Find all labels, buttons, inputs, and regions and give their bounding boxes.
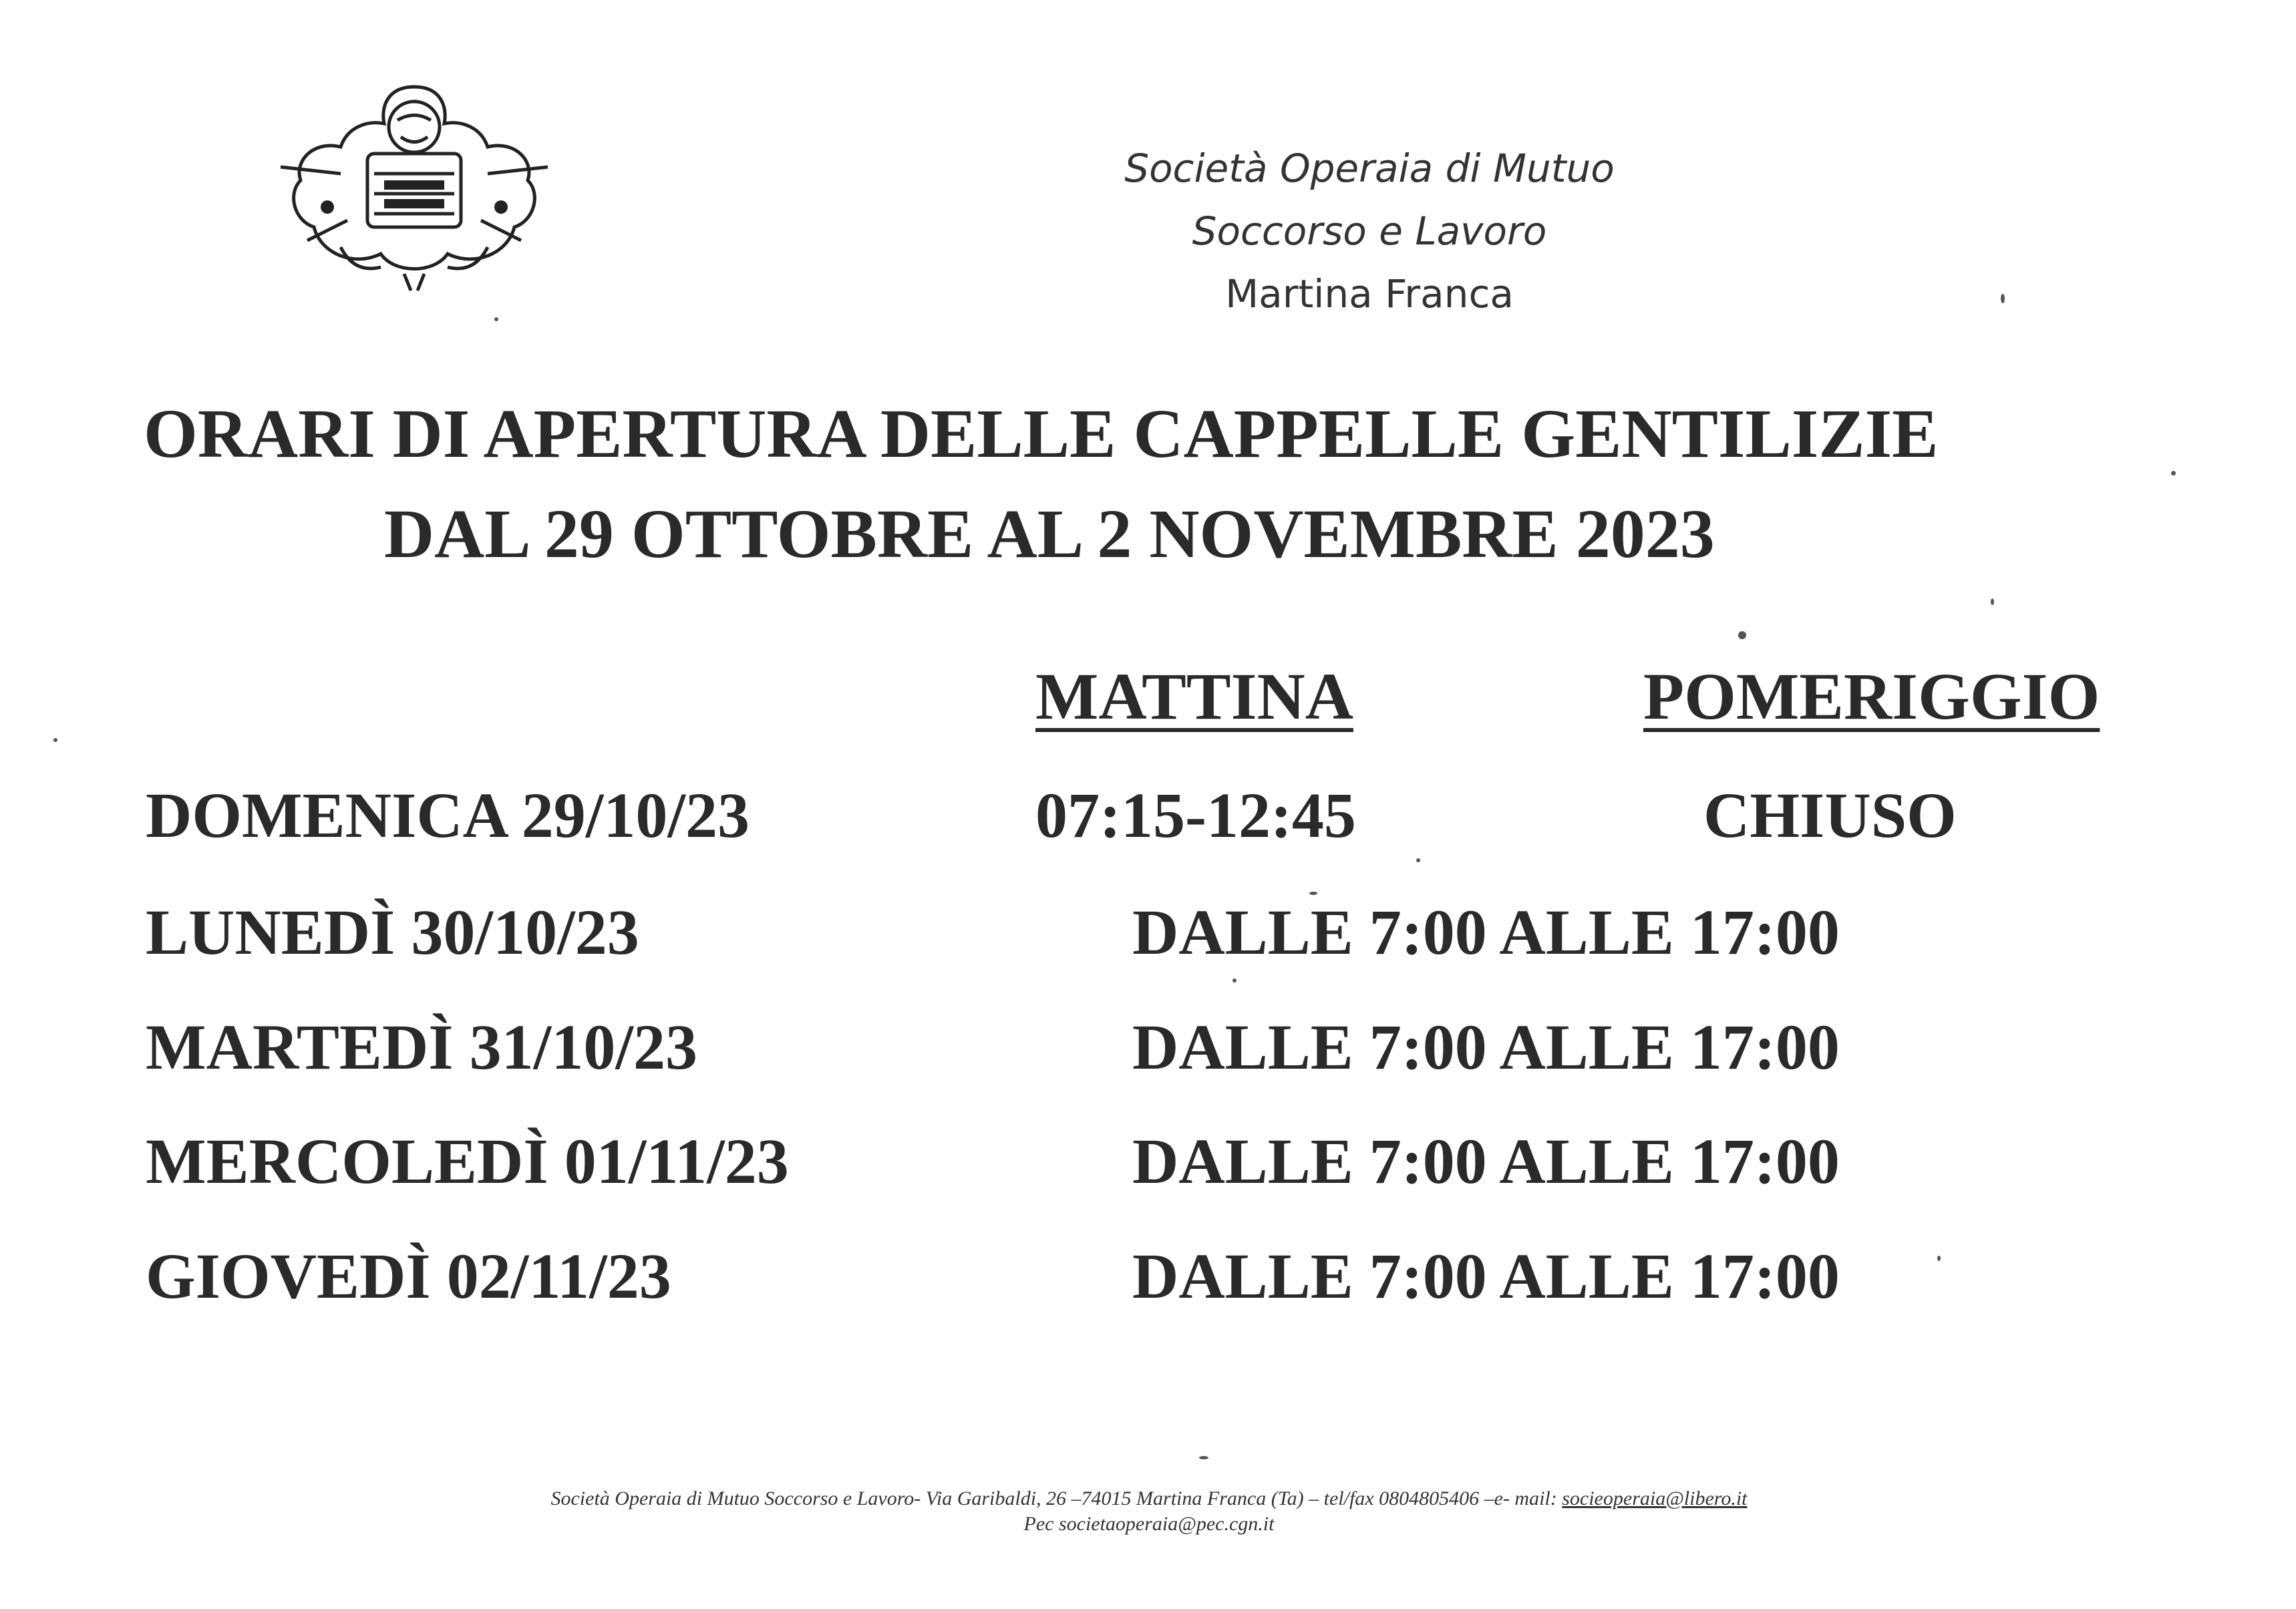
footer-address-line [267, 1486, 2031, 1511]
scan-speck [53, 738, 57, 742]
footer-address: Società Operaia di Mutuo Soccorso e Lavoro- Via Garibaldi, 26 –74015 Martina Franca (Ta) – tel/fax 0804805406 –e- mail: [550, 1487, 1563, 1509]
schedule-full-day-hours: DALLE 7:00 ALLE 17:00 [1132, 896, 1840, 968]
footer-email-link[interactable]: socieoperaia@libero.it [1562, 1487, 1748, 1509]
schedule-row [0, 1239, 2296, 1339]
schedule-full-day-hours: DALLE 7:00 ALLE 17:00 [1132, 1240, 1840, 1312]
org-name-line2: Soccorso e Lavoro [1192, 208, 1547, 254]
schedule-afternoon-hours: CHIUSO [1703, 779, 1957, 851]
scan-speck [1309, 892, 1317, 895]
scan-speck [1738, 631, 1746, 639]
footer-contact [267, 1486, 2031, 1537]
scan-speck [1199, 1456, 1208, 1459]
scan-speck [1233, 978, 1237, 982]
schedule-row [0, 1010, 2296, 1110]
footer-pec: Pec societaoperaia@pec.cgn.it [1023, 1513, 1275, 1535]
org-name-line1: Società Operaia di Mutuo [1124, 146, 1615, 191]
schedule-day: GIOVEDÌ 02/11/23 [146, 1240, 671, 1312]
schedule-full-day-hours: DALLE 7:00 ALLE 17:00 [1132, 1011, 1840, 1083]
column-header-afternoon: POMERIGGIO [1643, 659, 2100, 733]
scan-speck [1991, 598, 1994, 605]
schedule-morning-hours: 07:15-12:45 [1035, 779, 1356, 851]
schedule-row [0, 895, 2296, 995]
page-title-line2: DAL 29 OTTOBRE AL 2 NOVEMBRE 2023 [384, 496, 1715, 572]
page-title-line1: ORARI DI APERTURA DELLE CAPPELLE GENTILIZIE [144, 395, 1939, 472]
schedule-full-day-hours: DALLE 7:00 ALLE 17:00 [1132, 1125, 1840, 1197]
society-crest-icon [267, 73, 561, 294]
scan-speck [2171, 471, 2176, 476]
scan-speck [1416, 858, 1420, 862]
scan-speck [494, 317, 498, 321]
schedule-row [0, 1124, 2296, 1224]
schedule-day: MARTEDÌ 31/10/23 [146, 1011, 697, 1083]
scan-speck [2001, 294, 2005, 303]
scan-speck [1937, 1256, 1941, 1261]
schedule-day: LUNEDÌ 30/10/23 [146, 896, 639, 968]
column-header-morning: MATTINA [1035, 659, 1353, 733]
organization-block [1002, 137, 1737, 325]
schedule-row [0, 778, 2296, 878]
org-city: Martina Franca [1225, 271, 1514, 317]
schedule-day: DOMENICA 29/10/23 [146, 779, 750, 851]
schedule-day: MERCOLEDÌ 01/11/23 [146, 1125, 789, 1197]
